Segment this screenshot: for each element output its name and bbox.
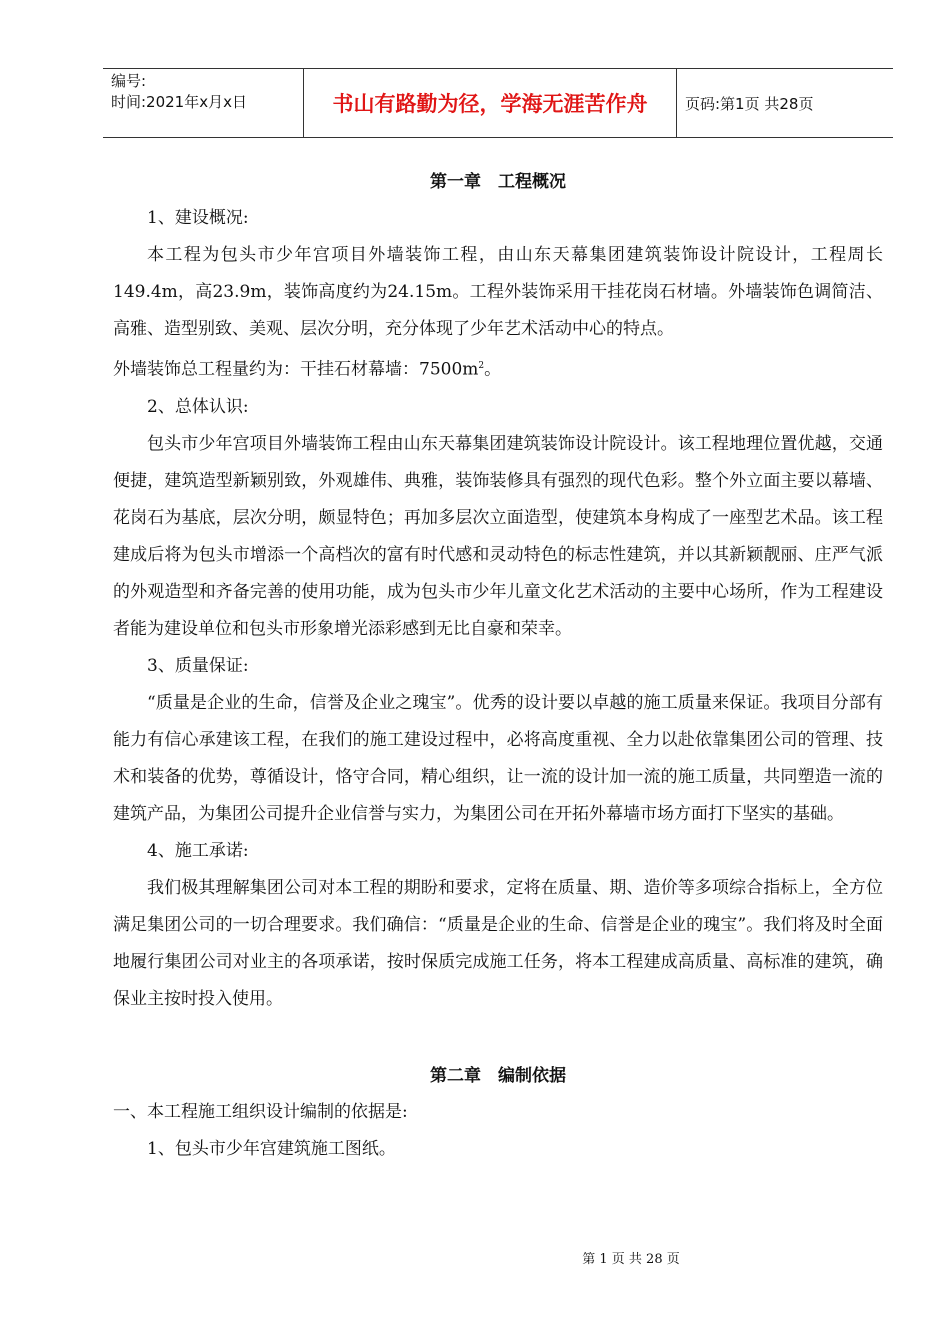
section-3-paragraph: “质量是企业的生命，信誉及企业之瑰宝”。优秀的设计要以卓越的施工质量来保证。我项目分部有能力有信心承建该工程，在我们的施工建设过程中，必将高度重视、全力以赴依靠集团公司的管理、技术和装备的优势，尊循设计，恪守合同，精心组织，让一流的设计加一流的施工质量，共同塑造一流的建筑产品，为集团公司提升企业信誉与实力，为集团公司在开拓外幕墙市场方面打下坚实的基础。 [113, 692, 883, 824]
section-2-title: 2、总体认识: [147, 396, 249, 417]
section-1-quantity: 外墙装饰总工程量约为：干挂石材幕墙：$7500m^2$。 [113, 359, 502, 380]
page-footer [0, 1248, 950, 1267]
section-1-title: 1、建设概况: [147, 208, 249, 228]
section-4-title: 4、施工承诺: [147, 840, 249, 861]
chapter-1-title: 第一章 工程概况 [430, 172, 566, 192]
document-header [103, 68, 893, 138]
document-body [113, 164, 883, 1168]
chapter-spacer [113, 1018, 883, 1058]
chapter-2-item-1: 一、本工程施工组织设计编制的依据是: [113, 1101, 408, 1122]
motto: 书山有路勤为径，学海无涯苦作舟 [303, 69, 677, 137]
section-2-paragraph: 包头市少年宫项目外墙装饰工程由山东天幕集团建筑装饰设计院设计。该工程地理位置优越，交通便捷，建筑造型新颖别致，外观雄伟、典雅，装饰装修具有强烈的现代色彩。整个外立面主要以幕墙、花岗石为基底，层次分明，颇显特色；再加多层次立面造型，使建筑本身构成了一座型艺术品。该工程建成后将为包头市增添一个高档次的富有时代感和灵动特色的标志性建筑，并以其新颖靓丽、庄严气派的外观造型和齐备完善的使用功能，成为包头市少年儿童文化艺术活动的主要中心场所，作为工程建设者能为建设单位和包头市形象增光添彩感到无比自豪和荣幸。 [113, 433, 883, 639]
header-left-cell [103, 69, 303, 137]
page-info: 页码:第1页 共28页 [685, 94, 814, 113]
footer-page-number: 第 1 页 共 28 页 [582, 1252, 680, 1267]
chapter-2-title: 第二章 编制依据 [430, 1065, 566, 1086]
section-4-paragraph: 我们极其理解集团公司对本工程的期盼和要求，定将在质量、期、造价等多项综合指标上，全方位满足集团公司的一切合理要求。我们确信：“质量是企业的生命、信誉是企业的瑰宝”。我们将及时全面地履行集团公司对业主的各项承诺，按时保质完成施工任务，将本工程建成高质量、高标准的建筑，确保业主按时投入使用。 [113, 877, 883, 1009]
section-3-title: 3、质量保证: [147, 655, 249, 676]
time-label: 时间:2021年x月x日 [111, 93, 247, 111]
number-label: 编号: [111, 72, 147, 90]
section-1-paragraph: 本工程为包头市少年宫项目外墙装饰工程，由山东天幕集团建筑装饰设计院设计，工程周长149.4m，高23.9m，装饰高度约为24.15m。工程外装饰采用干挂花岗石材墙。外墙装饰色调简洁、高雅、造型别致、美观、层次分明，充分体现了少年艺术活动中心的特点。 [113, 245, 883, 339]
chapter-2-item-2: 1、包头市少年宫建筑施工图纸。 [147, 1138, 396, 1159]
